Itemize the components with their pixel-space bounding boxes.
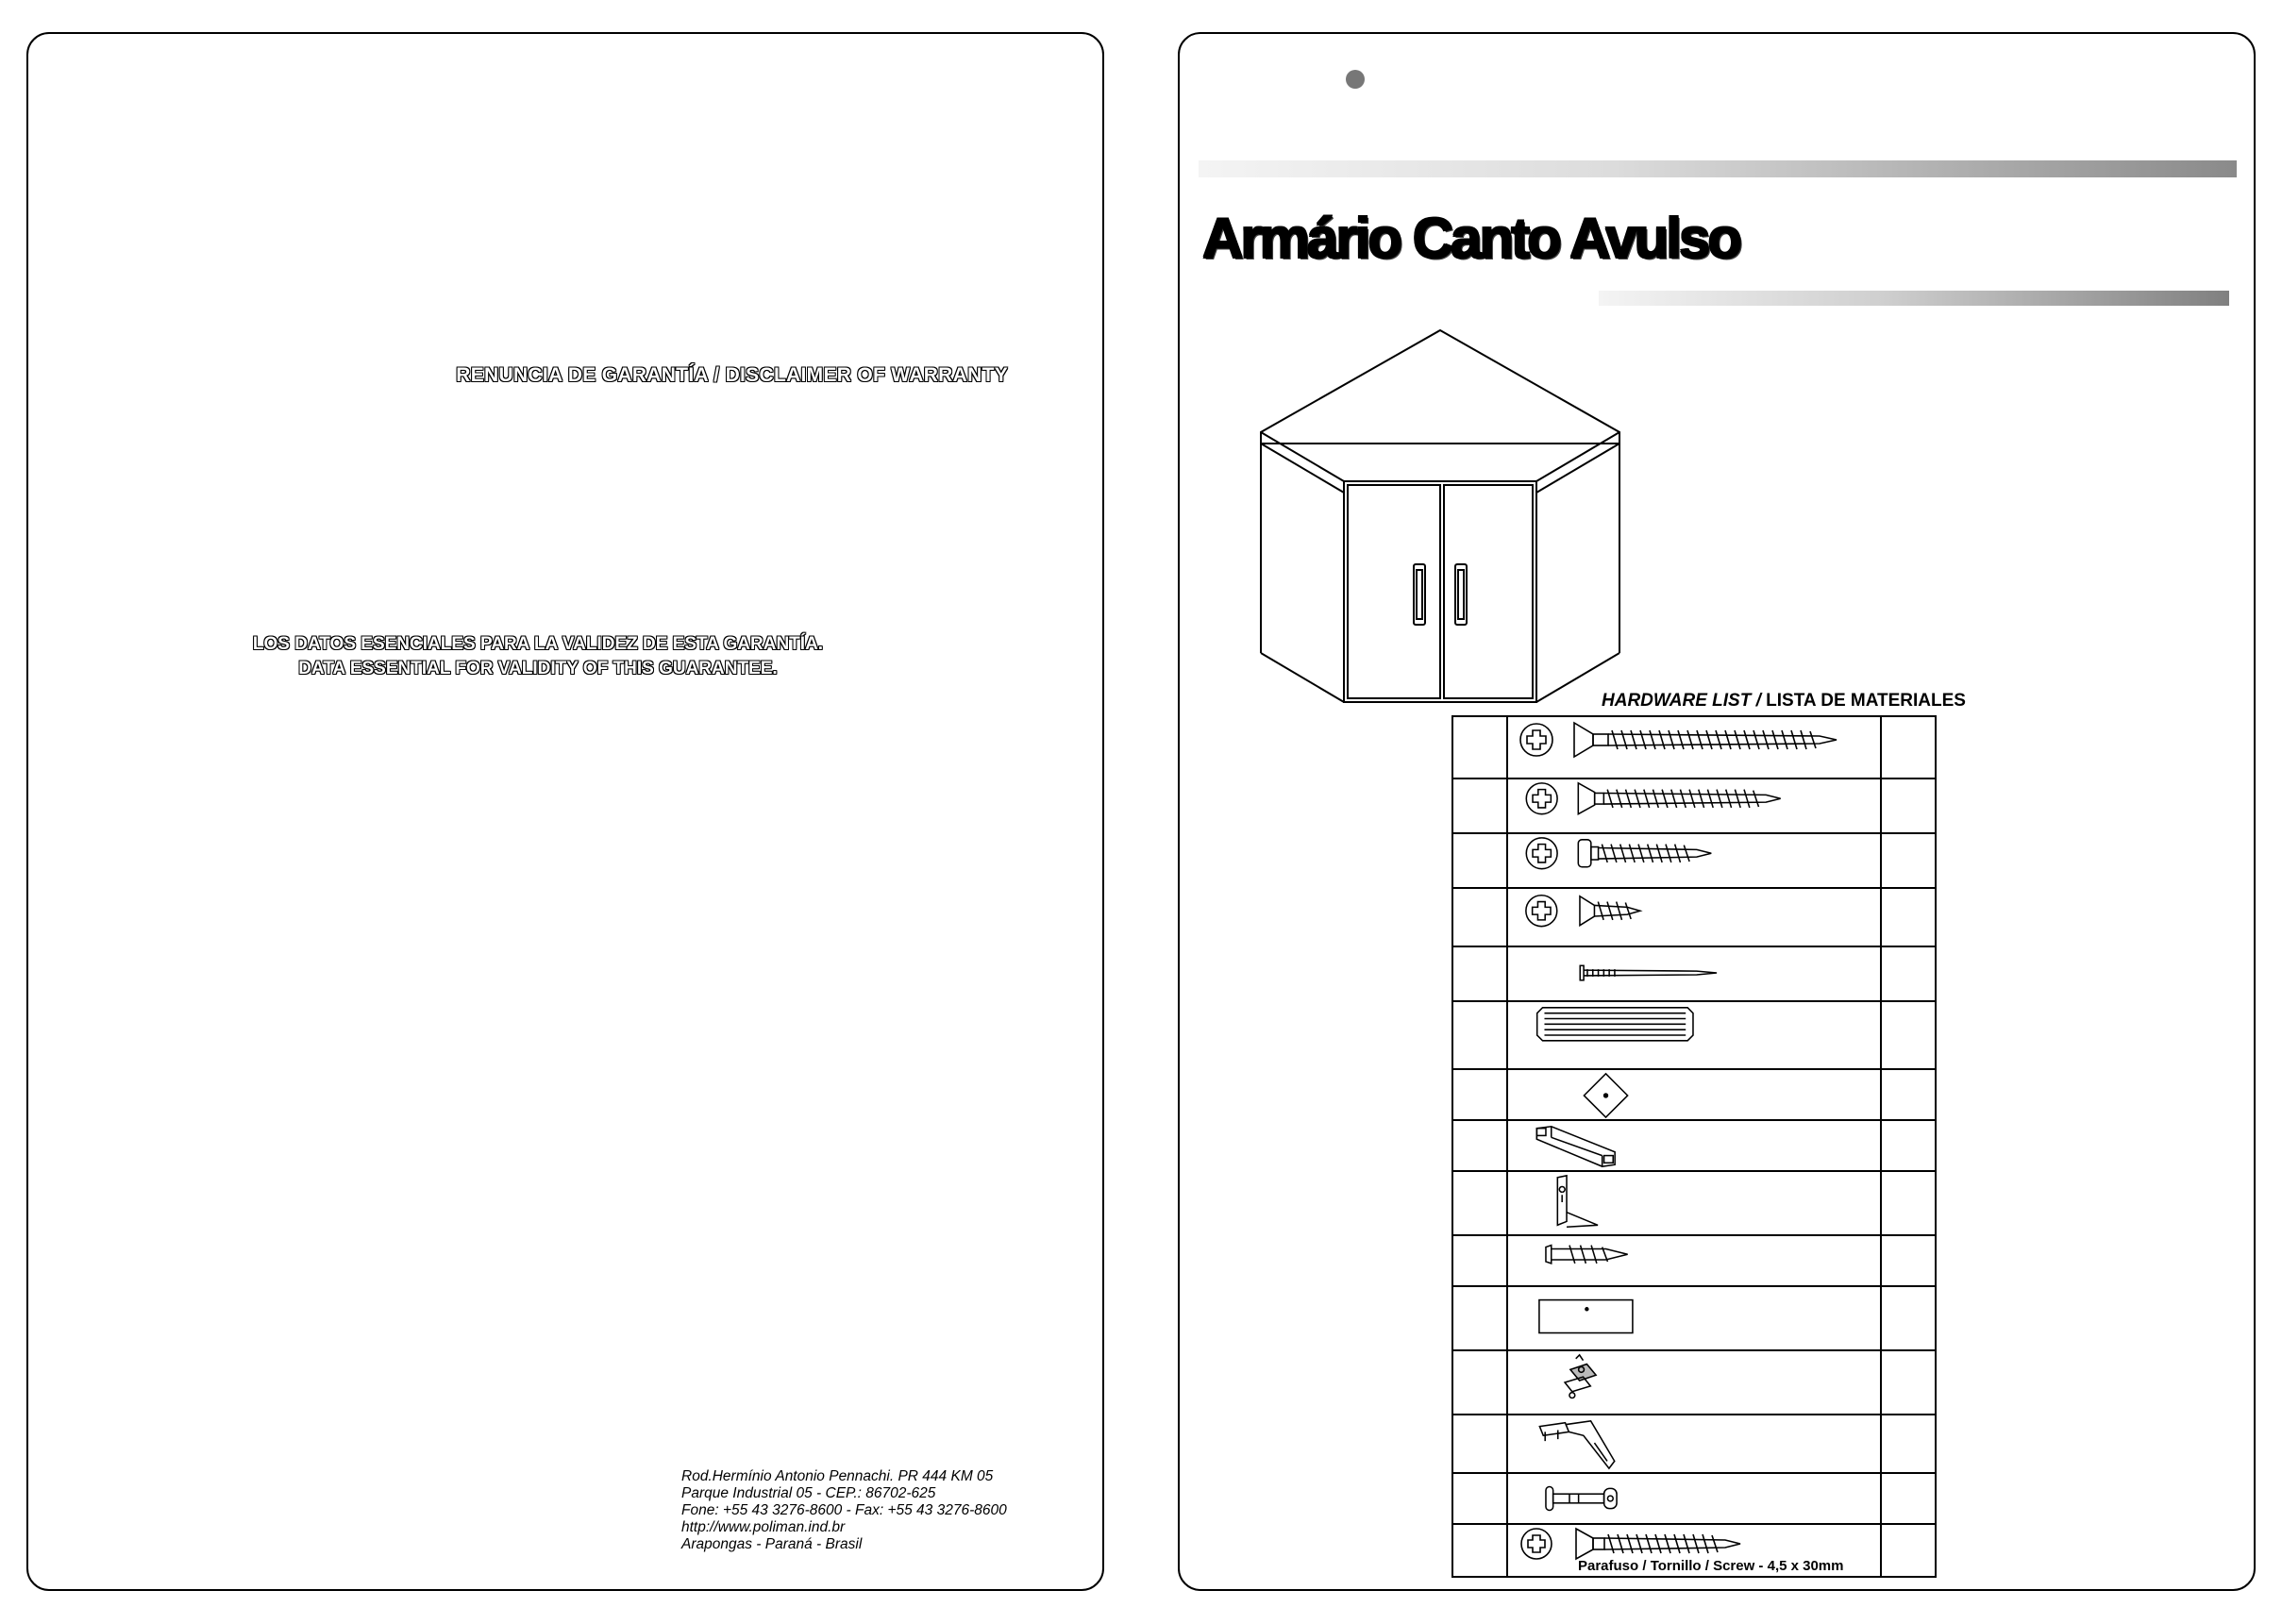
decorative-gradient-bar (1599, 291, 2229, 306)
table-row (1453, 1070, 1935, 1121)
address-phone: Fone: +55 43 3276-8600 - Fax: +55 43 3276-8600 (681, 1502, 1007, 1518)
corner-cabinet-illustration-icon (1259, 326, 1621, 704)
table-row (1453, 889, 1935, 947)
hardware-heading-en: HARDWARE LIST / (1602, 691, 1761, 711)
hardware-table (1451, 715, 1937, 1578)
table-row (1453, 834, 1935, 889)
hanging-bracket-icon (1508, 1172, 1876, 1234)
company-address (681, 1468, 1007, 1553)
essential-data-line-es: LOS DATOS ESENCIALES PARA LA VALIDEZ DE ESTA GARANTÍA. (252, 634, 824, 654)
round-head-screw-icon (1508, 834, 1876, 887)
dot-marker-icon (1346, 70, 1365, 89)
address-street: Rod.Hermínio Antonio Pennachi. PR 444 KM 05 (681, 1468, 994, 1484)
table-row (1453, 1002, 1935, 1070)
table-row (1453, 1236, 1935, 1287)
handle-bracket-icon (1508, 1121, 1876, 1170)
essential-data-notice (160, 632, 915, 681)
hardware-list-heading (1586, 691, 1982, 712)
product-title: Armário Canto Avulso (1202, 207, 1739, 270)
address-district: Parque Industrial 05 - CEP.: 86702-625 (681, 1485, 936, 1501)
table-row (1453, 947, 1935, 1002)
hardware-heading-es: LISTA DE MATERIALES (1760, 691, 1966, 711)
table-row (1453, 779, 1935, 834)
table-row (1453, 1351, 1935, 1415)
nail-icon (1508, 947, 1876, 1000)
diamond-plate-icon (1508, 1070, 1876, 1119)
screw-caption: Parafuso / Tornillo / Screw - 4,5 x 30mm (1578, 1558, 1844, 1574)
cabinet-hinge-icon (1508, 1415, 1876, 1472)
address-website: http://www.poliman.ind.br (681, 1519, 846, 1535)
table-row (1453, 717, 1935, 779)
warranty-heading: RENUNCIA DE GARANTÍA / DISCLAIMER OF WARRANTY (456, 364, 1008, 386)
table-row (1453, 1121, 1935, 1172)
table-row (1453, 1287, 1935, 1351)
connector-bolt-icon (1508, 1474, 1876, 1523)
table-row (1453, 1525, 1935, 1576)
short-screw-icon (1508, 889, 1876, 946)
hinge-plate-icon (1508, 1351, 1876, 1414)
warranty-page (26, 32, 1104, 1591)
table-row (1453, 1474, 1935, 1525)
table-row (1453, 1172, 1935, 1236)
long-flat-head-screw-icon (1508, 717, 1876, 778)
medium-flat-head-screw-icon (1508, 779, 1876, 832)
item-number-cell (1453, 717, 1508, 778)
table-row (1453, 1415, 1935, 1474)
adhesive-pad-icon (1508, 1287, 1876, 1349)
quantity-cell (1880, 717, 1935, 778)
address-city: Arapongas - Paraná - Brasil (681, 1536, 863, 1552)
wall-plug-icon (1508, 1236, 1876, 1285)
product-page (1178, 32, 2256, 1591)
essential-data-line-en: DATA ESSENTIAL FOR VALIDITY OF THIS GUARANTEE. (298, 659, 778, 678)
decorative-gradient-bar (1199, 160, 2237, 177)
wooden-dowel-icon (1508, 1002, 1876, 1068)
